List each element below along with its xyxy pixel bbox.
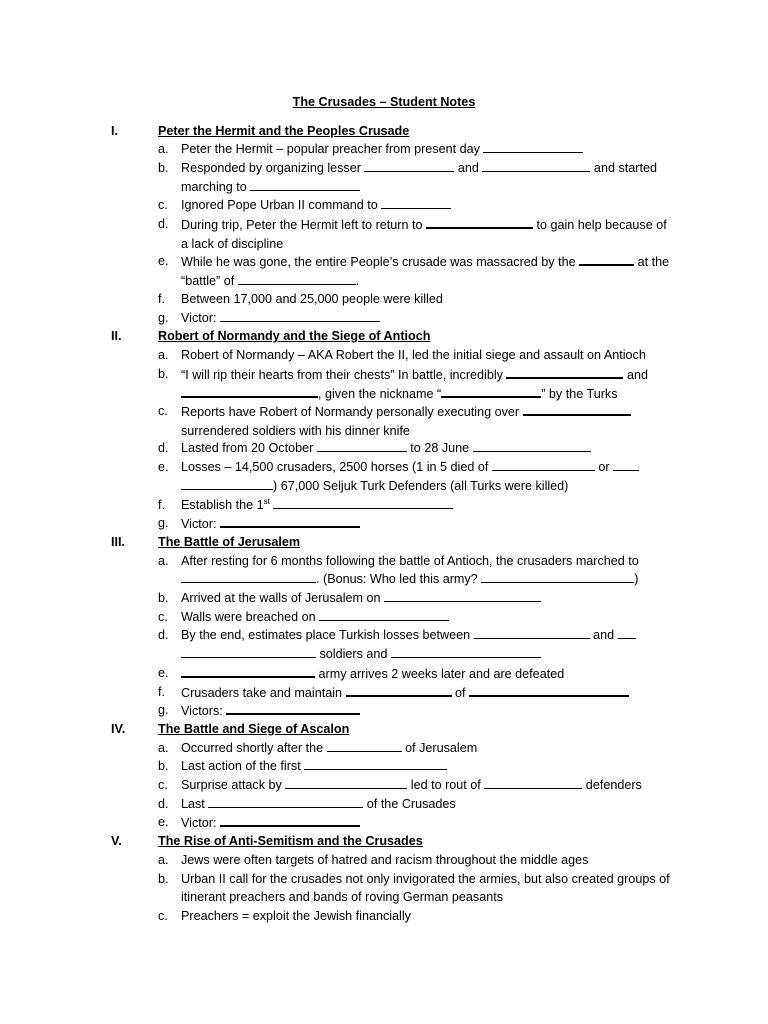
answer-blank[interactable] xyxy=(181,384,318,398)
answer-blank[interactable] xyxy=(469,683,629,697)
section-numeral: II. xyxy=(111,329,122,344)
answer-blank[interactable] xyxy=(181,570,316,583)
answer-blank[interactable] xyxy=(181,645,316,658)
item-letter: c. xyxy=(158,404,168,418)
item-letter: c. xyxy=(158,609,168,624)
section-numeral: V. xyxy=(111,834,122,849)
answer-blank[interactable] xyxy=(346,683,452,697)
item-letter: g. xyxy=(158,703,169,718)
answer-blank[interactable] xyxy=(492,458,595,471)
item-text: Ignored Pope Urban II command to xyxy=(181,196,681,215)
item-text: Victor: xyxy=(181,514,681,534)
answer-blank[interactable] xyxy=(220,514,360,528)
item-letter: g. xyxy=(158,310,169,325)
section-heading: The Battle of Jerusalem xyxy=(158,534,301,549)
item-text: Crusaders take and maintain of xyxy=(181,683,681,703)
item-letter: g. xyxy=(158,516,169,531)
item-text: Preachers = exploit the Jewish financially xyxy=(181,908,411,923)
section-numeral: I. xyxy=(111,123,118,138)
item-text: Last of the Crusades xyxy=(181,796,456,811)
answer-blank[interactable] xyxy=(319,608,449,621)
item-letter: c. xyxy=(158,778,168,792)
item-text: Victors: xyxy=(181,701,681,721)
answer-blank[interactable] xyxy=(220,813,360,827)
answer-blank[interactable] xyxy=(482,159,590,172)
item-text: Victor: xyxy=(181,309,681,328)
item-letter: b. xyxy=(158,759,169,774)
answer-blank[interactable] xyxy=(327,739,402,752)
answer-blank[interactable] xyxy=(618,626,636,639)
answer-blank[interactable] xyxy=(579,252,634,266)
item-text: Urban II call for the crusades not only invigorated the armies, but also created groups of itinerant preachers and bands of roving German peasants xyxy=(181,871,670,905)
answer-blank[interactable] xyxy=(273,496,453,509)
section-heading: Peter the Hermit and the Peoples Crusade xyxy=(158,123,410,138)
item-text: Robert of Normandy – AKA Robert the II, led the initial siege and assault on Antioch xyxy=(181,347,646,362)
item-letter: d. xyxy=(158,628,169,643)
item-text: Jews were often targets of hatred and racism throughout the middle ages xyxy=(181,852,589,867)
answer-blank[interactable] xyxy=(391,645,541,658)
item-letter: b. xyxy=(158,591,169,605)
section-numeral: III. xyxy=(111,534,125,549)
item-letter: d. xyxy=(158,796,169,811)
item-text: Peter the Hermit – popular preacher from present day xyxy=(181,140,681,159)
section-numeral: IV. xyxy=(111,721,126,736)
answer-blank[interactable] xyxy=(364,159,454,172)
answer-blank[interactable] xyxy=(285,776,407,789)
answer-blank[interactable] xyxy=(481,570,634,583)
section-heading: The Rise of Anti-Semitism and the Crusades xyxy=(158,834,423,849)
page-title: The Crusades – Student Notes xyxy=(292,95,476,109)
answer-blank[interactable] xyxy=(506,365,623,379)
answer-blank[interactable] xyxy=(473,439,591,452)
item-text: Responded by organizing lesser and and started marching to xyxy=(181,160,657,194)
item-text: Surprise attack by led to rout of defenders xyxy=(181,778,642,792)
answer-blank[interactable] xyxy=(523,402,631,416)
item-text: Lasted from 20 October to 28 June xyxy=(181,439,681,458)
item-text: Losses – 14,500 crusaders, 2500 horses (1 in 5 died of or ) 67,000 Seljuk Turk Defenders (all Turks were killed) xyxy=(181,458,681,495)
item-letter: f. xyxy=(158,497,165,512)
item-letter: d. xyxy=(158,217,169,231)
item-text: Occurred shortly after the of Jerusalem xyxy=(181,740,478,755)
item-text: Between 17,000 and 25,000 people were killed xyxy=(181,291,443,306)
answer-blank[interactable] xyxy=(317,439,407,452)
answer-blank[interactable] xyxy=(483,140,583,153)
answer-blank[interactable] xyxy=(381,196,451,209)
item-text: Victor: xyxy=(181,813,681,833)
item-letter: b. xyxy=(158,366,169,381)
answer-blank[interactable] xyxy=(181,477,273,490)
answer-blank[interactable] xyxy=(426,215,533,229)
answer-blank[interactable] xyxy=(250,178,360,191)
answer-blank[interactable] xyxy=(304,757,447,770)
item-text: During trip, Peter the Hermit left to return to to gain help because of a lack of discipline xyxy=(181,215,681,253)
item-letter: e. xyxy=(158,815,169,830)
item-text: Last action of the first xyxy=(181,757,681,776)
item-letter: a. xyxy=(158,852,169,867)
answer-blank[interactable] xyxy=(613,458,639,471)
item-letter: a. xyxy=(158,347,169,362)
item-letter: b. xyxy=(158,871,169,886)
item-letter: e. xyxy=(158,665,169,680)
item-text: By the end, estimates place Turkish losses between and soldiers and xyxy=(181,626,681,663)
item-letter: c. xyxy=(158,198,168,213)
answer-blank[interactable] xyxy=(484,776,582,789)
answer-blank[interactable] xyxy=(384,589,541,602)
item-text: While he was gone, the entire People’s crusade was massacred by the at the “battle” of . xyxy=(181,252,681,290)
item-letter: e. xyxy=(158,460,169,475)
answer-blank[interactable] xyxy=(441,384,541,398)
item-text: army arrives 2 weeks later and are defeated xyxy=(181,664,681,684)
item-letter: d. xyxy=(158,441,169,456)
item-letter: a. xyxy=(158,553,169,568)
item-letter: e. xyxy=(158,254,169,269)
item-text: Walls were breached on xyxy=(181,608,681,627)
section-heading: Robert of Normandy and the Siege of Antioch xyxy=(158,329,431,344)
section-heading: The Battle and Siege of Ascalon xyxy=(158,721,350,736)
item-letter: f. xyxy=(158,684,165,699)
answer-blank[interactable] xyxy=(474,626,590,639)
answer-blank[interactable] xyxy=(181,664,315,678)
answer-blank[interactable] xyxy=(238,272,356,285)
item-text: Arrived at the walls of Jerusalem on xyxy=(181,589,681,608)
item-text: Establish the 1st xyxy=(181,496,681,515)
item-text: “I will rip their hearts from their chests” In battle, incredibly and , given the nickname “ ” by the Turks xyxy=(181,365,681,404)
item-text: Reports have Robert of Normandy personally executing over surrendered soldiers with his dinner knife xyxy=(181,402,681,440)
answer-blank[interactable] xyxy=(208,795,363,808)
answer-blank[interactable] xyxy=(220,309,380,322)
item-letter: a. xyxy=(158,142,169,157)
item-letter: b. xyxy=(158,160,169,175)
answer-blank[interactable] xyxy=(226,701,360,715)
item-letter: c. xyxy=(158,908,168,923)
item-letter: f. xyxy=(158,291,165,306)
item-text: After resting for 6 months following the battle of Antioch, the crusaders marched to . (Bonus: Who led this army? ) xyxy=(181,553,639,587)
item-letter: a. xyxy=(158,740,169,755)
